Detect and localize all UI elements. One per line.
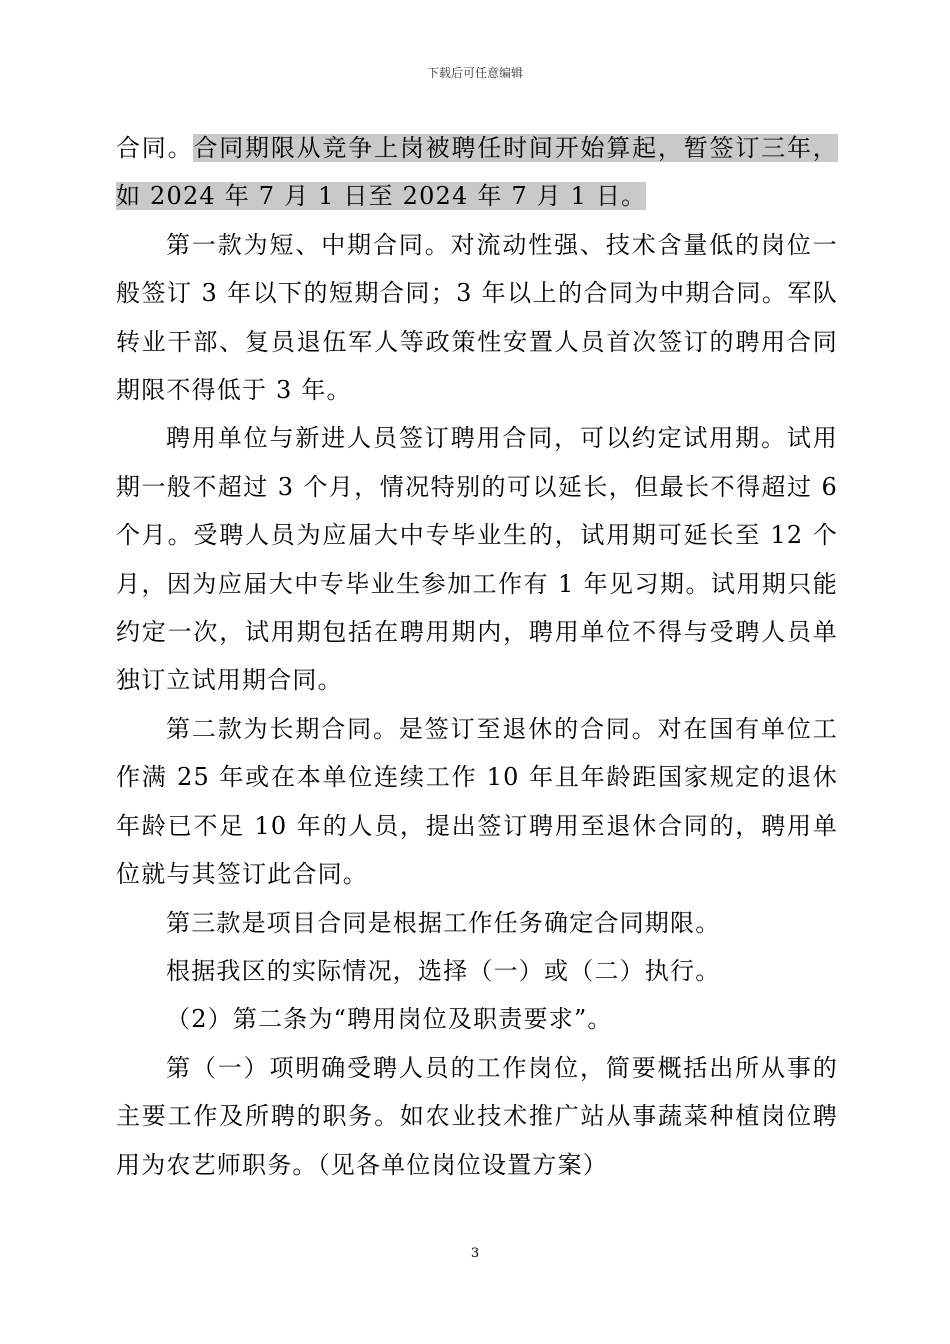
paragraph-article-two: （2）第二条为“聘用岗位及职责要求”。 bbox=[166, 1005, 613, 1034]
paragraph-lead-text: 合同。 bbox=[116, 134, 194, 162]
paragraph-probation: 聘用单位与新进人员签订聘用合同，可以约定试用期。试用期一般不超过 3 个月，情况特别的可以延长，但最长不得超过 6 个月。受聘人员为应届大中专毕业生的，试用期可延长至 12 个月，因为应届大中专毕业生参加工作有 1 年见习期。试用期只能约定一次，试用期包括在聘用期内，聘用单位不得与受聘人员单独订立试用期合同。 bbox=[116, 424, 838, 695]
highlighted-text: 合同期限从竞争上岗被聘任时间开始算起，暂签订三年，如 2024 年 7 月 1 日至 2024 年 7 月 1 日。 bbox=[116, 134, 838, 211]
document-body bbox=[116, 124, 838, 1189]
paragraph-position-duties: 第（一）项明确受聘人员的工作岗位，简要概括出所从事的主要工作及所聘的职务。如农业技术推广站从事蔬菜种植岗位聘用为农艺师职务。（见各单位岗位设置方案） bbox=[116, 1053, 838, 1179]
paragraph-contract-term bbox=[116, 124, 838, 221]
page-header: 下载后可任意编辑 bbox=[426, 66, 523, 80]
page-number: 3 bbox=[470, 1246, 480, 1261]
paragraph-short-medium-contract: 第一款为短、中期合同。对流动性强、技术含量低的岗位一般签订 3 年以下的短期合同；3 年以上的合同为中期合同。军队转业干部、复员退伍军人等政策性安置人员首次签订的聘用合同期限不得低于 3 年。 bbox=[116, 230, 838, 405]
paragraph-selection: 根据我区的实际情况，选择（一）或（二）执行。 bbox=[166, 956, 721, 985]
paragraph-long-term-contract: 第二款为长期合同。是签订至退休的合同。对在国有单位工作满 25 年或在本单位连续工作 10 年且年龄距国家规定的退休年龄已不足 10 年的人员，提出签订聘用至退休合同的，聘用单位就与其签订此合同。 bbox=[116, 714, 838, 889]
paragraph-project-contract: 第三款是项目合同是根据工作任务确定合同期限。 bbox=[166, 908, 721, 937]
